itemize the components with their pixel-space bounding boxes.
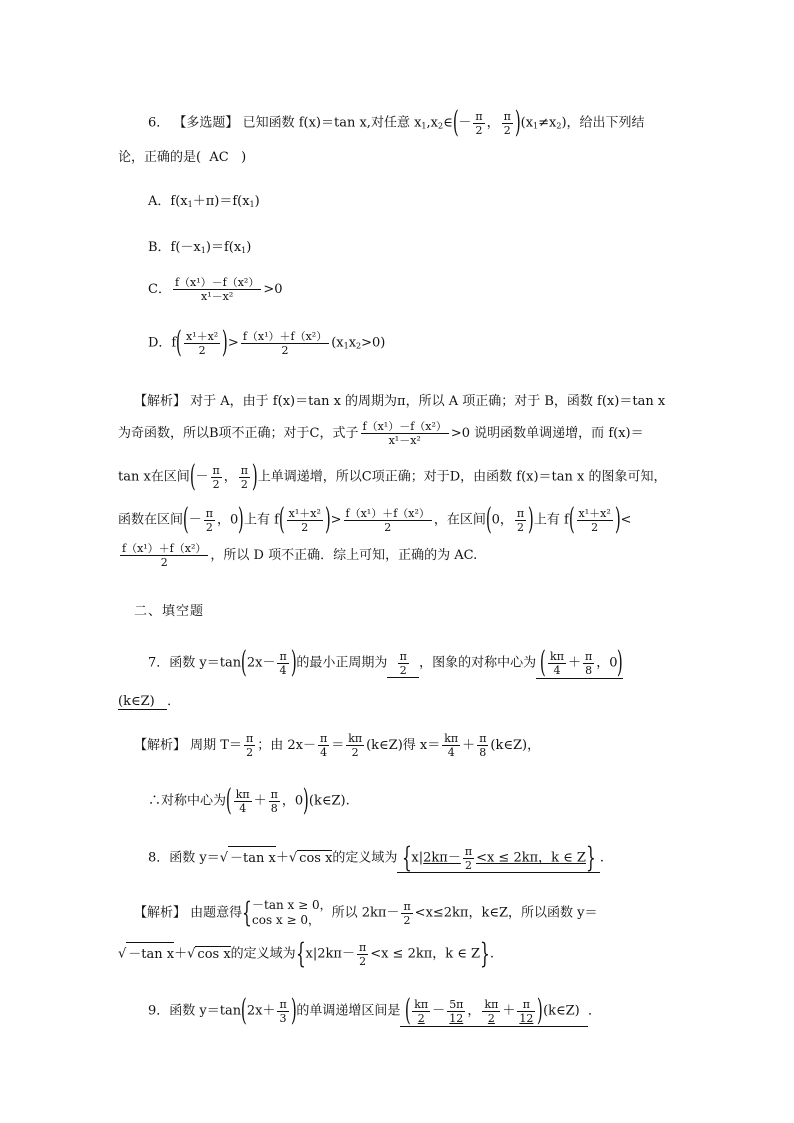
sub: 1: [200, 246, 206, 255]
num: π: [270, 787, 278, 801]
analysis-6-line1: [134, 390, 665, 409]
paren: ): [303, 783, 309, 818]
den: 12: [519, 1011, 534, 1025]
sub: 1: [533, 121, 539, 131]
den: 2: [417, 1011, 425, 1025]
text: ): [246, 240, 252, 255]
text: ＝: [331, 738, 345, 753]
text: >: [227, 335, 239, 351]
text: )＝f(x: [205, 240, 242, 255]
text: 的最小正周期为: [296, 655, 388, 671]
den: 2: [212, 477, 220, 491]
sub: 1: [187, 200, 193, 209]
text: 0: [230, 512, 239, 528]
fraction: [515, 507, 526, 534]
paren: (: [176, 325, 183, 360]
den: x¹－x²: [388, 434, 421, 447]
text: (k∈Z): [543, 1003, 580, 1019]
fraction: [234, 788, 252, 815]
fraction: [447, 998, 465, 1025]
fraction: [244, 732, 255, 759]
text: －: [432, 1003, 446, 1019]
fraction: [361, 420, 449, 447]
fraction: [277, 650, 288, 677]
den: 2: [403, 913, 411, 927]
fraction: [401, 900, 412, 927]
num: π: [475, 109, 483, 123]
analysis-tag: 【解析】: [134, 905, 187, 921]
paren: ): [251, 459, 258, 494]
option-a: [148, 190, 260, 209]
text: ，在区间: [433, 512, 486, 528]
num: x¹＋x²: [288, 506, 321, 520]
num: π: [279, 649, 287, 663]
paren: ): [290, 993, 297, 1028]
den: 4: [553, 663, 561, 677]
text: ，所以 D 项不正确．综上可知，正确的为 AC.: [210, 548, 478, 563]
den: 2: [503, 123, 511, 137]
text: ∈: [443, 115, 453, 131]
num: kπ: [484, 997, 499, 1011]
num: π: [516, 506, 525, 520]
text: 2kπ－: [423, 850, 461, 866]
den: 2: [399, 663, 407, 677]
num: kπ: [550, 649, 564, 663]
den: 4: [239, 801, 247, 815]
paren: ): [238, 502, 245, 537]
text: B．f(－x: [148, 240, 201, 255]
num: π: [399, 649, 407, 663]
num: kπ: [235, 787, 250, 801]
text: 上有 f: [244, 512, 279, 528]
fraction: [120, 542, 208, 569]
den: 2: [351, 746, 359, 759]
den: x¹－x²: [201, 290, 234, 303]
brace: {: [401, 841, 412, 874]
paren: ): [324, 502, 331, 537]
brace: }: [585, 841, 596, 874]
text: 7．函数 y＝tan: [148, 655, 242, 671]
num: π: [479, 732, 487, 745]
fraction: [398, 650, 409, 677]
den: 4: [279, 663, 287, 677]
fraction: [583, 650, 594, 677]
text: 上有 f: [533, 512, 569, 528]
text: >: [330, 512, 342, 528]
text: .: [599, 850, 605, 866]
ineq-1: －tan x ≥ 0，: [252, 898, 332, 912]
den: 12: [449, 1011, 464, 1025]
sub: 1: [421, 121, 427, 131]
text: ＋: [502, 1003, 516, 1019]
text: ＋: [462, 738, 476, 753]
analysis-6-line5: [118, 542, 477, 569]
text: ，0: [596, 655, 618, 671]
text: (k∈Z).: [308, 793, 350, 809]
text: <: [620, 512, 632, 528]
inequality-system: [252, 898, 332, 928]
text: 2x＋: [246, 1003, 276, 1019]
text: 9．函数 y＝tan: [148, 1003, 242, 1019]
text: <x≤2kπ，k∈Z，所以函数 y＝: [414, 905, 598, 921]
q6-line2: [118, 146, 246, 165]
text: A．f(x: [148, 194, 188, 209]
paren: ): [514, 105, 521, 140]
text: .: [489, 946, 495, 962]
text: ，0: [281, 793, 304, 809]
den: 2: [591, 520, 599, 534]
fraction: [346, 732, 364, 759]
text: ；由 2x－: [257, 738, 316, 753]
sub: 1: [241, 246, 247, 255]
text: ．: [588, 1003, 602, 1019]
text: 上单调递增，所以C项正确；对于D，由函数 f(x)＝tan x 的图象可知，: [257, 469, 667, 485]
paren: (: [182, 502, 189, 537]
text: ∴对称中心为: [148, 793, 227, 809]
num: kπ: [414, 997, 429, 1011]
fraction: [442, 732, 460, 759]
fraction: [548, 650, 566, 677]
text: C．: [148, 282, 171, 297]
analysis-6-line4: [118, 502, 632, 537]
text: D．f: [148, 335, 177, 351]
text: 的单调递增区间是: [296, 1003, 401, 1019]
text: 函数在区间: [118, 512, 184, 528]
section-title: 二、填空题: [134, 604, 205, 619]
num: π: [584, 649, 593, 663]
text: ，: [486, 115, 500, 131]
option-b: [148, 236, 251, 255]
paren: (: [278, 502, 285, 537]
den: 4: [320, 746, 328, 759]
fraction: [269, 788, 280, 815]
paren: (: [241, 645, 247, 680]
brace: }: [480, 937, 490, 970]
answer: AC: [209, 150, 229, 165]
sqrt-body: cos x: [299, 850, 333, 866]
text: >0: [263, 282, 283, 297]
q9-line1: [148, 993, 602, 1028]
text: 2kπ－: [317, 946, 355, 962]
num: π: [517, 998, 535, 1012]
option-d: [148, 325, 386, 360]
analysis-tag: 【解析】: [134, 738, 187, 753]
paren: (: [540, 645, 547, 680]
den: 2: [281, 343, 289, 357]
text: －: [188, 512, 202, 528]
den: 2: [198, 343, 206, 357]
text: ＋: [567, 655, 581, 671]
text: >0): [361, 335, 386, 351]
paren: (: [485, 502, 492, 537]
analysis-6-line3: [118, 459, 667, 494]
num: 5π: [449, 997, 464, 1011]
den: 2: [160, 556, 168, 569]
text: ＋: [275, 850, 289, 866]
num: π: [319, 732, 328, 745]
den: 3: [279, 1011, 287, 1025]
text: ，: [467, 1003, 481, 1019]
answer-blank: [400, 993, 588, 1028]
option-c: [148, 276, 283, 303]
sub: 1: [249, 200, 255, 209]
answer-blank: [387, 650, 419, 678]
fraction: [477, 732, 488, 759]
sqrt-body: cos x: [197, 946, 231, 962]
num: f（x¹）－f（x²）: [174, 276, 260, 289]
answer-blank: {x|2kπ－ $\frac{\pi}{2}$ <x ≤ 2kπ，k ∈ Z}: [397, 844, 599, 873]
text: 为奇函数，所以B项不正确；对于C，式子: [118, 426, 359, 441]
fraction: [184, 330, 220, 357]
den: 2: [301, 520, 309, 534]
fraction: [204, 507, 215, 534]
num: π: [358, 940, 367, 954]
text: ＋: [253, 793, 267, 809]
num: f（x¹）－f（x²）: [362, 420, 447, 433]
den: 8: [479, 746, 487, 759]
num: kπ: [348, 732, 363, 745]
brace: {: [295, 937, 306, 970]
num: π: [503, 109, 511, 123]
text: <x ≤ 2kπ，k ∈ Z: [476, 850, 586, 866]
fraction: [241, 330, 329, 357]
num: x¹＋x²: [185, 329, 219, 343]
q6-line1: [148, 105, 645, 140]
text: 8．函数 y＝: [148, 850, 220, 866]
ineq-2: cos x ≥ 0，: [252, 913, 321, 927]
den: 2: [246, 746, 254, 759]
brace: {: [242, 896, 252, 929]
num: π: [212, 463, 220, 477]
answer-blank: [118, 694, 167, 710]
paren: ): [528, 502, 534, 537]
question-number: 6．: [148, 115, 170, 131]
fraction: [287, 507, 323, 534]
paren: ): [614, 502, 621, 537]
text: x: [348, 335, 357, 351]
text: 0，: [491, 512, 513, 528]
paren: ): [290, 645, 297, 680]
text: tan x在区间: [118, 469, 190, 485]
paren: (: [225, 783, 232, 818]
text: ≠x: [538, 115, 557, 131]
q7-line2: [118, 690, 180, 710]
fraction: [211, 464, 222, 491]
fraction: [239, 464, 250, 491]
text: >0 说明函数单调递增，而 f(x)＝: [450, 426, 644, 441]
text: 论，正确的是(: [118, 150, 202, 165]
analysis-8-line1: [134, 898, 598, 928]
text: (x: [520, 115, 534, 131]
text: x: [411, 850, 419, 866]
den: 2: [205, 520, 213, 534]
num: π: [464, 844, 473, 858]
text: 的定义域为: [230, 946, 296, 962]
text: 的定义域为: [332, 850, 398, 866]
sub: 2: [437, 121, 444, 131]
fraction: [277, 998, 288, 1025]
text: －: [195, 469, 209, 485]
den: 8: [270, 801, 278, 815]
den: 4: [447, 746, 455, 759]
paren: ): [617, 645, 624, 680]
q7-line1: [148, 645, 624, 680]
analysis-tag: 【解析】: [134, 394, 187, 409]
num: π: [240, 463, 249, 477]
text: x: [305, 946, 313, 962]
analysis-6-line2: [118, 420, 644, 447]
text: ,x: [426, 115, 438, 131]
text: ): [254, 194, 260, 209]
text: ，: [216, 512, 230, 528]
text: ，: [223, 469, 237, 485]
fraction: [482, 998, 500, 1025]
paren: ): [537, 993, 544, 1028]
fraction: [357, 941, 368, 968]
text: ．: [167, 694, 181, 709]
fraction: [463, 845, 474, 872]
paren: (: [241, 993, 247, 1028]
text: ＋: [174, 946, 188, 962]
text: －: [458, 115, 472, 131]
fraction: [412, 998, 430, 1025]
sub: 1: [343, 341, 349, 351]
den: 2: [464, 858, 472, 872]
fraction: [318, 732, 329, 759]
den: 2: [475, 123, 483, 137]
fraction: [473, 110, 484, 137]
paren: (: [189, 459, 196, 494]
den: 2: [359, 954, 367, 968]
text: (k∈Z)得 x＝: [366, 738, 441, 753]
analysis-7-line1: [134, 732, 540, 759]
num: kπ: [444, 732, 459, 745]
sqrt-body: －tan x: [126, 942, 174, 962]
text: 对于 A，由于 f(x)＝tan x 的周期为π，所以 A 项正确；对于 B，函数 f(x)＝tan x: [190, 394, 666, 409]
text: 周期 T＝: [190, 738, 242, 753]
num: π: [279, 997, 287, 1011]
text: (x: [331, 335, 344, 351]
fraction: [502, 110, 513, 137]
text: (k∈Z)，: [490, 738, 541, 753]
text: )，给出下列结: [561, 115, 645, 131]
num: f（x¹）＋f（x²）: [122, 542, 207, 555]
question-tag: 【多选题】: [173, 115, 239, 131]
num: π: [245, 732, 254, 745]
paren: ): [222, 325, 228, 360]
den: 8: [585, 663, 593, 677]
text: ，图象的对称中心为: [419, 655, 537, 671]
q6-stem: 已知函数 f(x)＝tan x,对任意 x: [242, 115, 422, 131]
text: 2x－: [246, 655, 276, 671]
num: π: [205, 506, 213, 520]
fraction: [344, 507, 432, 534]
answer-blank: [536, 645, 624, 680]
num: x¹＋x²: [578, 506, 611, 520]
text: 由题意得: [190, 905, 243, 921]
den: 2: [487, 1011, 495, 1025]
den: 2: [384, 520, 392, 534]
den: 2: [240, 477, 248, 491]
fraction: [577, 507, 613, 534]
num: f（x¹）＋f（x²）: [242, 329, 328, 343]
text: <x ≤ 2kπ，k ∈ Z: [370, 946, 481, 962]
q8-line1: 8．函数 y＝√ －tan x＋√ cos x的定义域为 {x|2kπ－ $\frac{\pi}{2}$ <x ≤ 2kπ，k ∈ Z} .: [148, 841, 605, 874]
fraction: [173, 276, 261, 303]
text: ): [241, 150, 247, 165]
fraction: [517, 998, 535, 1025]
analysis-7-line2: [148, 783, 350, 818]
paren: (: [452, 105, 459, 140]
sub: 2: [556, 121, 562, 131]
analysis-8-line2: √ －tan x＋√ cos x的定义域为{x|2kπ－ $\frac{\pi}{2}$ <x ≤ 2kπ，k ∈ Z}.: [118, 937, 495, 970]
den: 2: [517, 520, 525, 534]
text: (k∈Z): [118, 694, 155, 709]
paren: (: [568, 502, 575, 537]
num: f（x¹）＋f（x²）: [345, 506, 430, 520]
text: 所以 2kπ－: [331, 905, 400, 921]
sub: 2: [356, 341, 362, 351]
num: π: [403, 899, 411, 913]
paren: (: [404, 993, 411, 1028]
text: ＋π)＝f(x: [192, 194, 250, 209]
sqrt-body: －tan x: [228, 846, 276, 866]
